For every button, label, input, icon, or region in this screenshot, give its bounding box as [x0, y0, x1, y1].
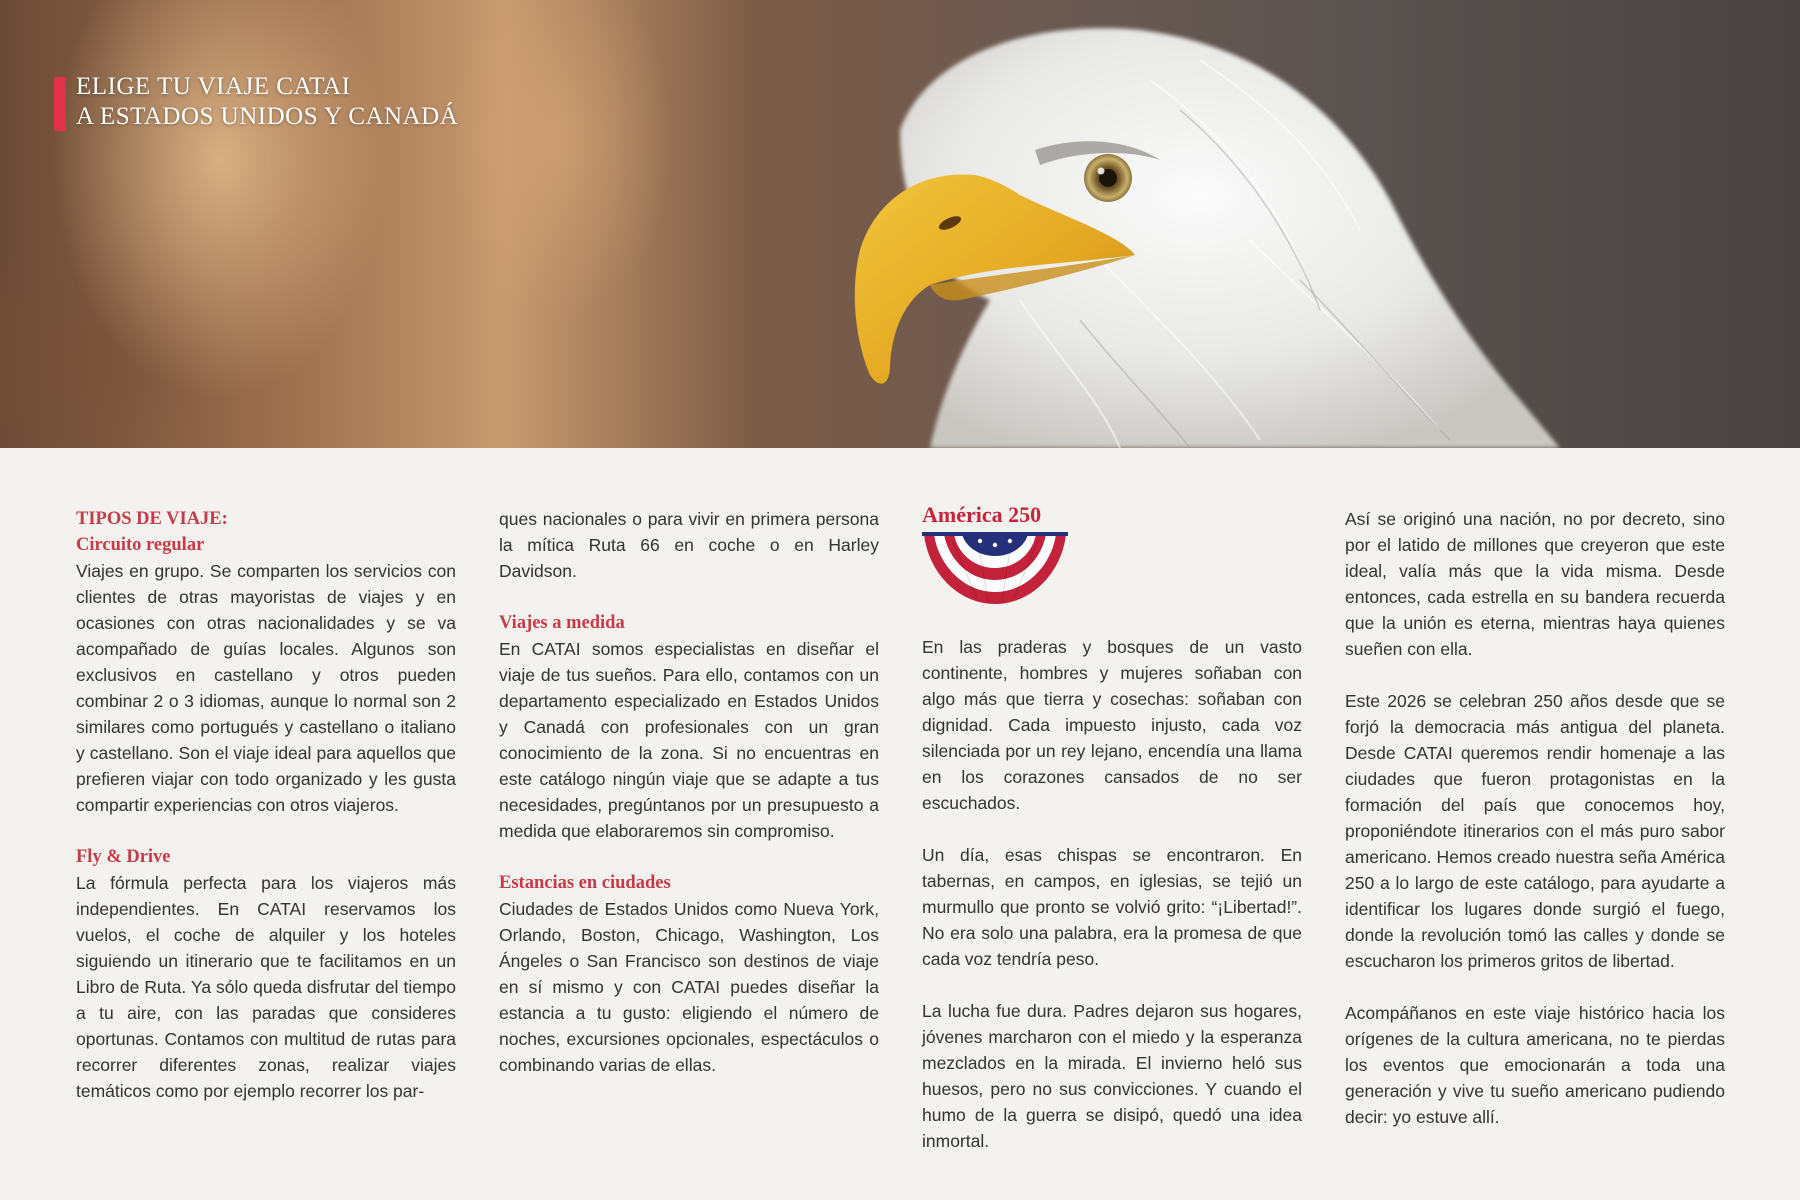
heading-viajes-a-medida: Viajes a medida [499, 613, 625, 633]
text-fly-drive: La fórmula perfecta para los viajeros más independientes. En CATAI reservamos los vuelos, el coche de alquiler y los hoteles siguiendo un itinerario que te facilitamos en un Libro de Ruta. Ya sólo queda disfrutar del tiempo a tu aire, con las paradas que consideres oportunas. Contamos con multitud de rutas para recorrer diferentes zonas, realizar viajes temáticos como por ejemplo recorrer los par- [76, 873, 456, 1101]
heading-america-250: América 250 [922, 502, 1042, 527]
column-2 [499, 506, 879, 1078]
text-america-250-p3: La lucha fue dura. Padres dejaron sus hogares, jóvenes marcharon con el miedo y la esperanza mezclados en la mirada. El invierno heló sus huesos, pero no sus convicciones. Y cuando el humo de la guerra se disipó, quedó una idea inmortal. [922, 1001, 1302, 1151]
page-title-line-2: A ESTADOS UNIDOS Y CANADÁ [76, 103, 459, 130]
bald-eagle-photo [0, 0, 1800, 448]
column-3 [922, 502, 1302, 1154]
title-accent-bar [54, 77, 66, 131]
text-circuito-regular: Viajes en grupo. Se comparten los servicios con clientes de otras mayoristas de viajes y en ocasiones con otras nacionalidades y se va acompañado de guías locales. Algunos son exclusivos en castellano y otros pueden combinar 2 o 3 idiomas, aunque lo normal son 2 similares como portugués y castellano o italiano y castellano. Son el viaje ideal para aquellos que prefieren viajar con todo organizado y les gusta compartir experiencias con otros viajeros. [76, 561, 456, 815]
column-1 [76, 506, 456, 1104]
text-column-4-p1: Así se originó una nación, no por decreto, sino por el latido de millones que creyeron que este ideal, valía más que la vida misma. Desde entonces, cada estrella en su bandera recuerda que la unión es eterna, mientras haya quienes sueñen con ella. [1345, 509, 1725, 659]
flag-bunting-icon [922, 532, 1068, 606]
heading-estancias-en-ciudades: Estancias en ciudades [499, 873, 671, 893]
page-title-line-1: ELIGE TU VIAJE CATAI [76, 73, 351, 100]
text-fly-drive-continued: ques nacionales o para vivir en primera persona la mítica Ruta 66 en coche o en Harley Davidson. [499, 509, 879, 581]
text-viajes-a-medida: En CATAI somos especialistas en diseñar el viaje de tus sueños. Para ello, contamos con un departamento especializado en Estados Unidos y Canadá con profesionales con un gran conocimiento de la zona. Si no encuentras en este catálogo ningún viaje que se adapte a tus necesidades, pregúntanos por un presupuesto a medida que elaboraremos sin compromiso. [499, 639, 879, 841]
text-estancias-en-ciudades: Ciudades de Estados Unidos como Nueva York, Orlando, Boston, Chicago, Washington, Los Ángeles o San Francisco son destinos de viaje en sí mismo y con CATAI puedes diseñar la estancia a tu gusto: eligiendo el número de noches, excursiones opcionales, espectáculos o combinando varias de ellas. [499, 899, 879, 1075]
heading-fly-drive: Fly & Drive [76, 847, 171, 867]
text-column-4-p3: Acompáñanos en este viaje histórico hacia los orígenes de la cultura americana, no te pierdas los eventos que emocionarán a toda una generación y vive tu sueño americano pudiendo decir: yo estuve allí. [1345, 1003, 1725, 1127]
hero-eagle-photo [0, 0, 1800, 448]
text-america-250-p1: En las praderas y bosques de un vasto continente, hombres y mujeres soñaban con algo más que tierra y cosechas: soñaban con dignidad. Cada impuesto injusto, cada voz silenciada por un rey lejano, encendía una llama en los corazones cansados de no ser escuchados. [922, 637, 1302, 813]
column-4 [1345, 506, 1725, 1130]
heading-circuito-regular: Circuito regular [76, 535, 205, 555]
section-label-tipos-de-viaje: TIPOS DE VIAJE: [76, 509, 228, 529]
page-title [76, 72, 458, 132]
text-column-4-p2: Este 2026 se celebran 250 años desde que se forjó la democracia más antigua del planeta. Desde CATAI queremos rendir homenaje a las ciudades que fueron protagonistas en la formación del país que conocemos hoy, proponiéndote itinerarios con el más puro sabor americano. Hemos creado nuestra seña América 250 a lo largo de este catálogo, para ayudarte a identificar los lugares donde surgió el fuego, donde la revolución tomó las calles y donde se escucharon los primeros gritos de libertad. [1345, 691, 1725, 971]
text-america-250-p2: Un día, esas chispas se encontraron. En tabernas, en campos, en iglesias, se tejió un murmullo que pronto se volvió grito: “¡Libertad!”. No era solo una palabra, era la promesa de que cada voz tendría peso. [922, 845, 1302, 969]
